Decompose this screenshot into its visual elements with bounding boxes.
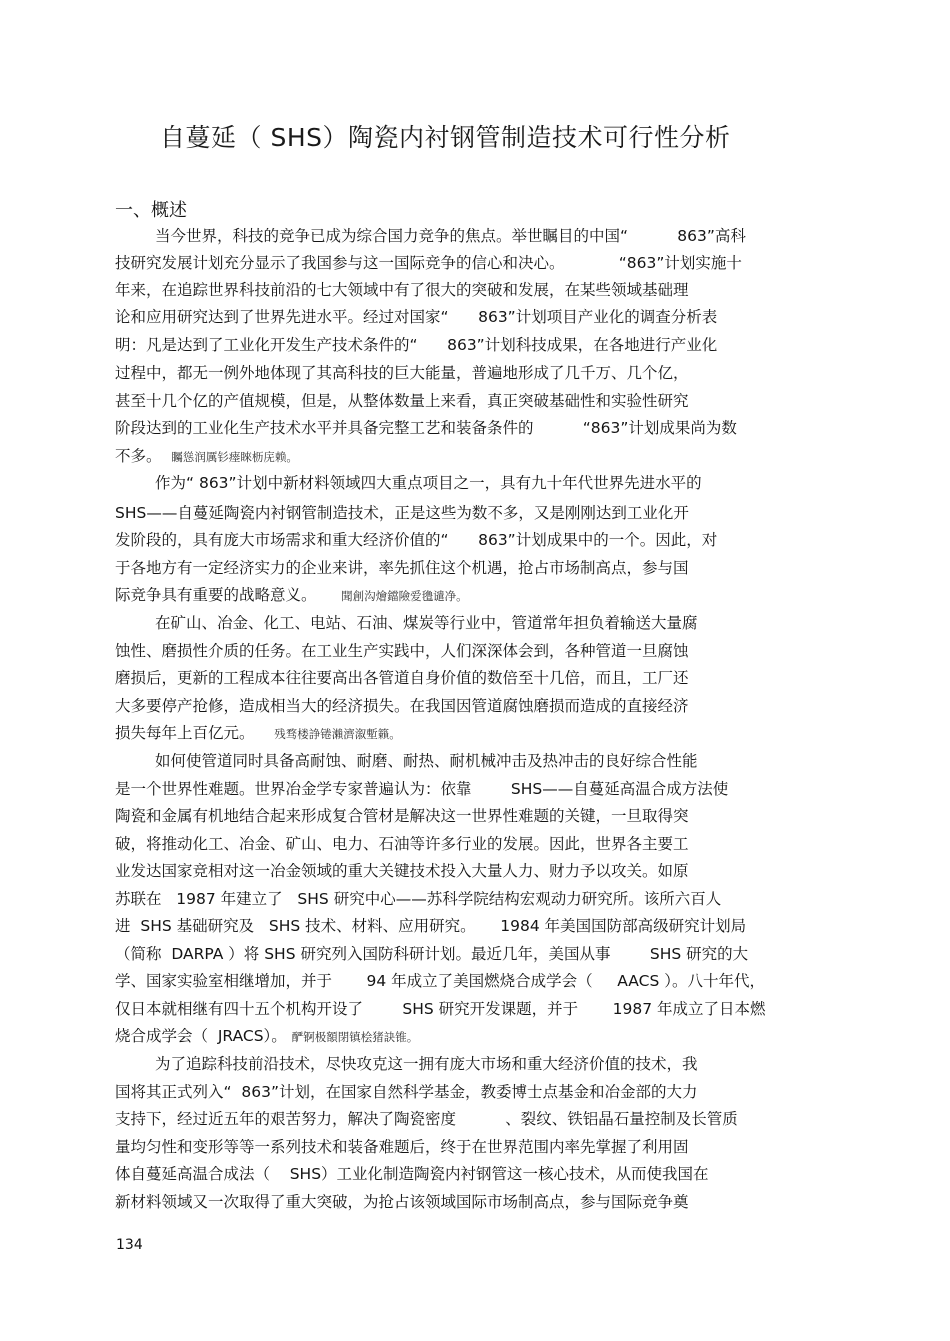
body-line: 破，将推动化工、冶金、矿山、电力、石油等许多行业的发展。因此，世界各主要工 (115, 835, 689, 853)
body-line: 在矿山、冶金、化工、电站、石油、煤炭等行业中，管道常年担负着输送大量腐 (155, 614, 698, 632)
body-line (115, 1026, 418, 1047)
body-line: SHS——自蔓延陶瓷内衬钢管制造技术，正是这些为数不多，又是刚刚达到工业化开 (115, 504, 689, 522)
body-line (115, 723, 401, 744)
garbled-mark: 聞創沟燴鐺險爱氇谴净。 (341, 589, 468, 603)
body-line: （简称 DARPA ）将 SHS 研究列入国防科研计划。最近几年，美国从事 SHS 研究的大 (115, 945, 749, 963)
body-line: 论和应用研究达到了世界先进水平。经过对国家“ 863”计划项目产业化的调查分析表 (115, 308, 718, 326)
body-line: 作为“ 863”计划中新材料领域四大重点项目之一，具有九十年代世界先进水平的 (155, 474, 702, 492)
body-line-text: 际竞争具有重要的战略意义。 (115, 586, 317, 604)
body-line: 量均匀性和变形等等一系列技术和装备难题后，终于在世界范围内率先掌握了利用固 (115, 1138, 689, 1156)
body-line: 年来，在追踪世界科技前沿的七大领域中有了很大的突破和发展，在某些领域基础理 (115, 281, 689, 299)
body-line: 甚至十几个亿的产值规模，但是，从整体数量上来看，真正突破基础性和实验性研究 (115, 392, 689, 410)
body-line: 阶段达到的工业化生产技术水平并具备完整工艺和装备条件的 “863”计划成果尚为数 (115, 419, 737, 437)
document-title: 自蔓延（ SHS）陶瓷内衬钢管制造技术可行性分析 (160, 123, 731, 152)
body-line: 学、国家实验室相继增加，并于 94 年成立了美国燃烧合成学会（ AACS ）。八十年代， (115, 972, 765, 990)
body-line: 发阶段的，具有庞大市场需求和重大经济价值的“ 863”计划成果中的一个。因此，对 (115, 531, 718, 549)
body-line: 国将其正式列入“ 863”计划，在国家自然科学基金，教委博士点基金和冶金部的大力 (115, 1083, 698, 1101)
body-line-text: 不多。 (115, 447, 162, 465)
body-line: 如何使管道同时具备高耐蚀、耐磨、耐热、耐机械冲击及热冲击的良好综合性能 (155, 752, 698, 770)
body-line: 体自蔓延高温合成法（ SHS）工业化制造陶瓷内衬钢管这一核心技术，从而使我国在 (115, 1165, 709, 1183)
garbled-mark: 残骛楼諍锩瀨濟溆塹籟。 (274, 727, 401, 741)
body-line: 磨损后，更新的工程成本往往要高出各管道自身价值的数倍至十几倍，而且，工厂还 (115, 669, 689, 687)
body-line: 于各地方有一定经济实力的企业来讲，率先抓住这个机遇，抢占市场制高点，参与国 (115, 559, 689, 577)
body-line: 过程中，都无一例外地体现了其高科技的巨大能量，普遍地形成了几千万、几个亿， (115, 364, 689, 382)
section-heading: 一、概述 (115, 200, 187, 221)
body-line: 当今世界，科技的竞争已成为综合国力竞争的焦点。举世瞩目的中国“ 863”高科 (155, 227, 746, 245)
page-number: 134 (116, 1237, 143, 1253)
body-line: 技研究发展计划充分显示了我国参与这一国际竞争的信心和决心。 “863”计划实施十 (115, 254, 742, 272)
body-line: 新材料领域又一次取得了重大突破，为抢占该领域国际市场制高点，参与国际竞争奠 (115, 1193, 689, 1211)
body-line (115, 585, 468, 606)
body-line: 为了追踪科技前沿技术，尽快攻克这一拥有庞大市场和重大经济价值的技术，我 (155, 1055, 698, 1073)
body-line: 大多要停产抢修，造成相当大的经济损失。在我国因管道腐蚀磨损而造成的直接经济 (115, 697, 689, 715)
body-line-text: 烧合成学会（ JRACS）。 (115, 1027, 287, 1045)
body-line: 业发达国家竞相对这一冶金领域的重大关键技术投入大量人力、财力予以攻关。如原 (115, 862, 689, 880)
body-line: 苏联在 1987 年建立了 SHS 研究中心——苏科学院结构宏观动力研究所。该所六百人 (115, 890, 722, 908)
body-line: 进 SHS 基础研究及 SHS 技术、材料、应用研究。 1984 年美国国防部高级研究计划局 (115, 917, 747, 935)
body-line: 支持下，经过近五年的艰苦努力，解决了陶瓷密度 、裂纹、铁铝晶石量控制及长管质 (115, 1110, 738, 1128)
body-line: 是一个世界性难题。世界冶金学专家普遍认为：依靠 SHS——自蔓延高温合成方法使 (115, 780, 729, 798)
body-line: 仅日本就相继有四十五个机构开设了 SHS 研究开发课题，并于 1987 年成立了日本燃 (115, 1000, 766, 1018)
garbled-mark: 酽锕极額閉镇桧猪訣锥。 (291, 1030, 419, 1044)
body-line: 蚀性、磨损性介质的任务。在工业生产实践中，人们深深体会到，各种管道一旦腐蚀 (115, 642, 689, 660)
body-line (115, 446, 298, 467)
body-line-text: 损失每年上百亿元。 (115, 724, 255, 742)
body-line: 明：凡是达到了工业化开发生产技术条件的“ 863”计划科技成果，在各地进行产业化 (115, 336, 718, 354)
garbled-mark: 矚慫润厲钐瘗睞枥庑赖。 (171, 450, 298, 464)
body-line: 陶瓷和金属有机地结合起来形成复合管材是解决这一世界性难题的关键，一旦取得突 (115, 807, 689, 825)
